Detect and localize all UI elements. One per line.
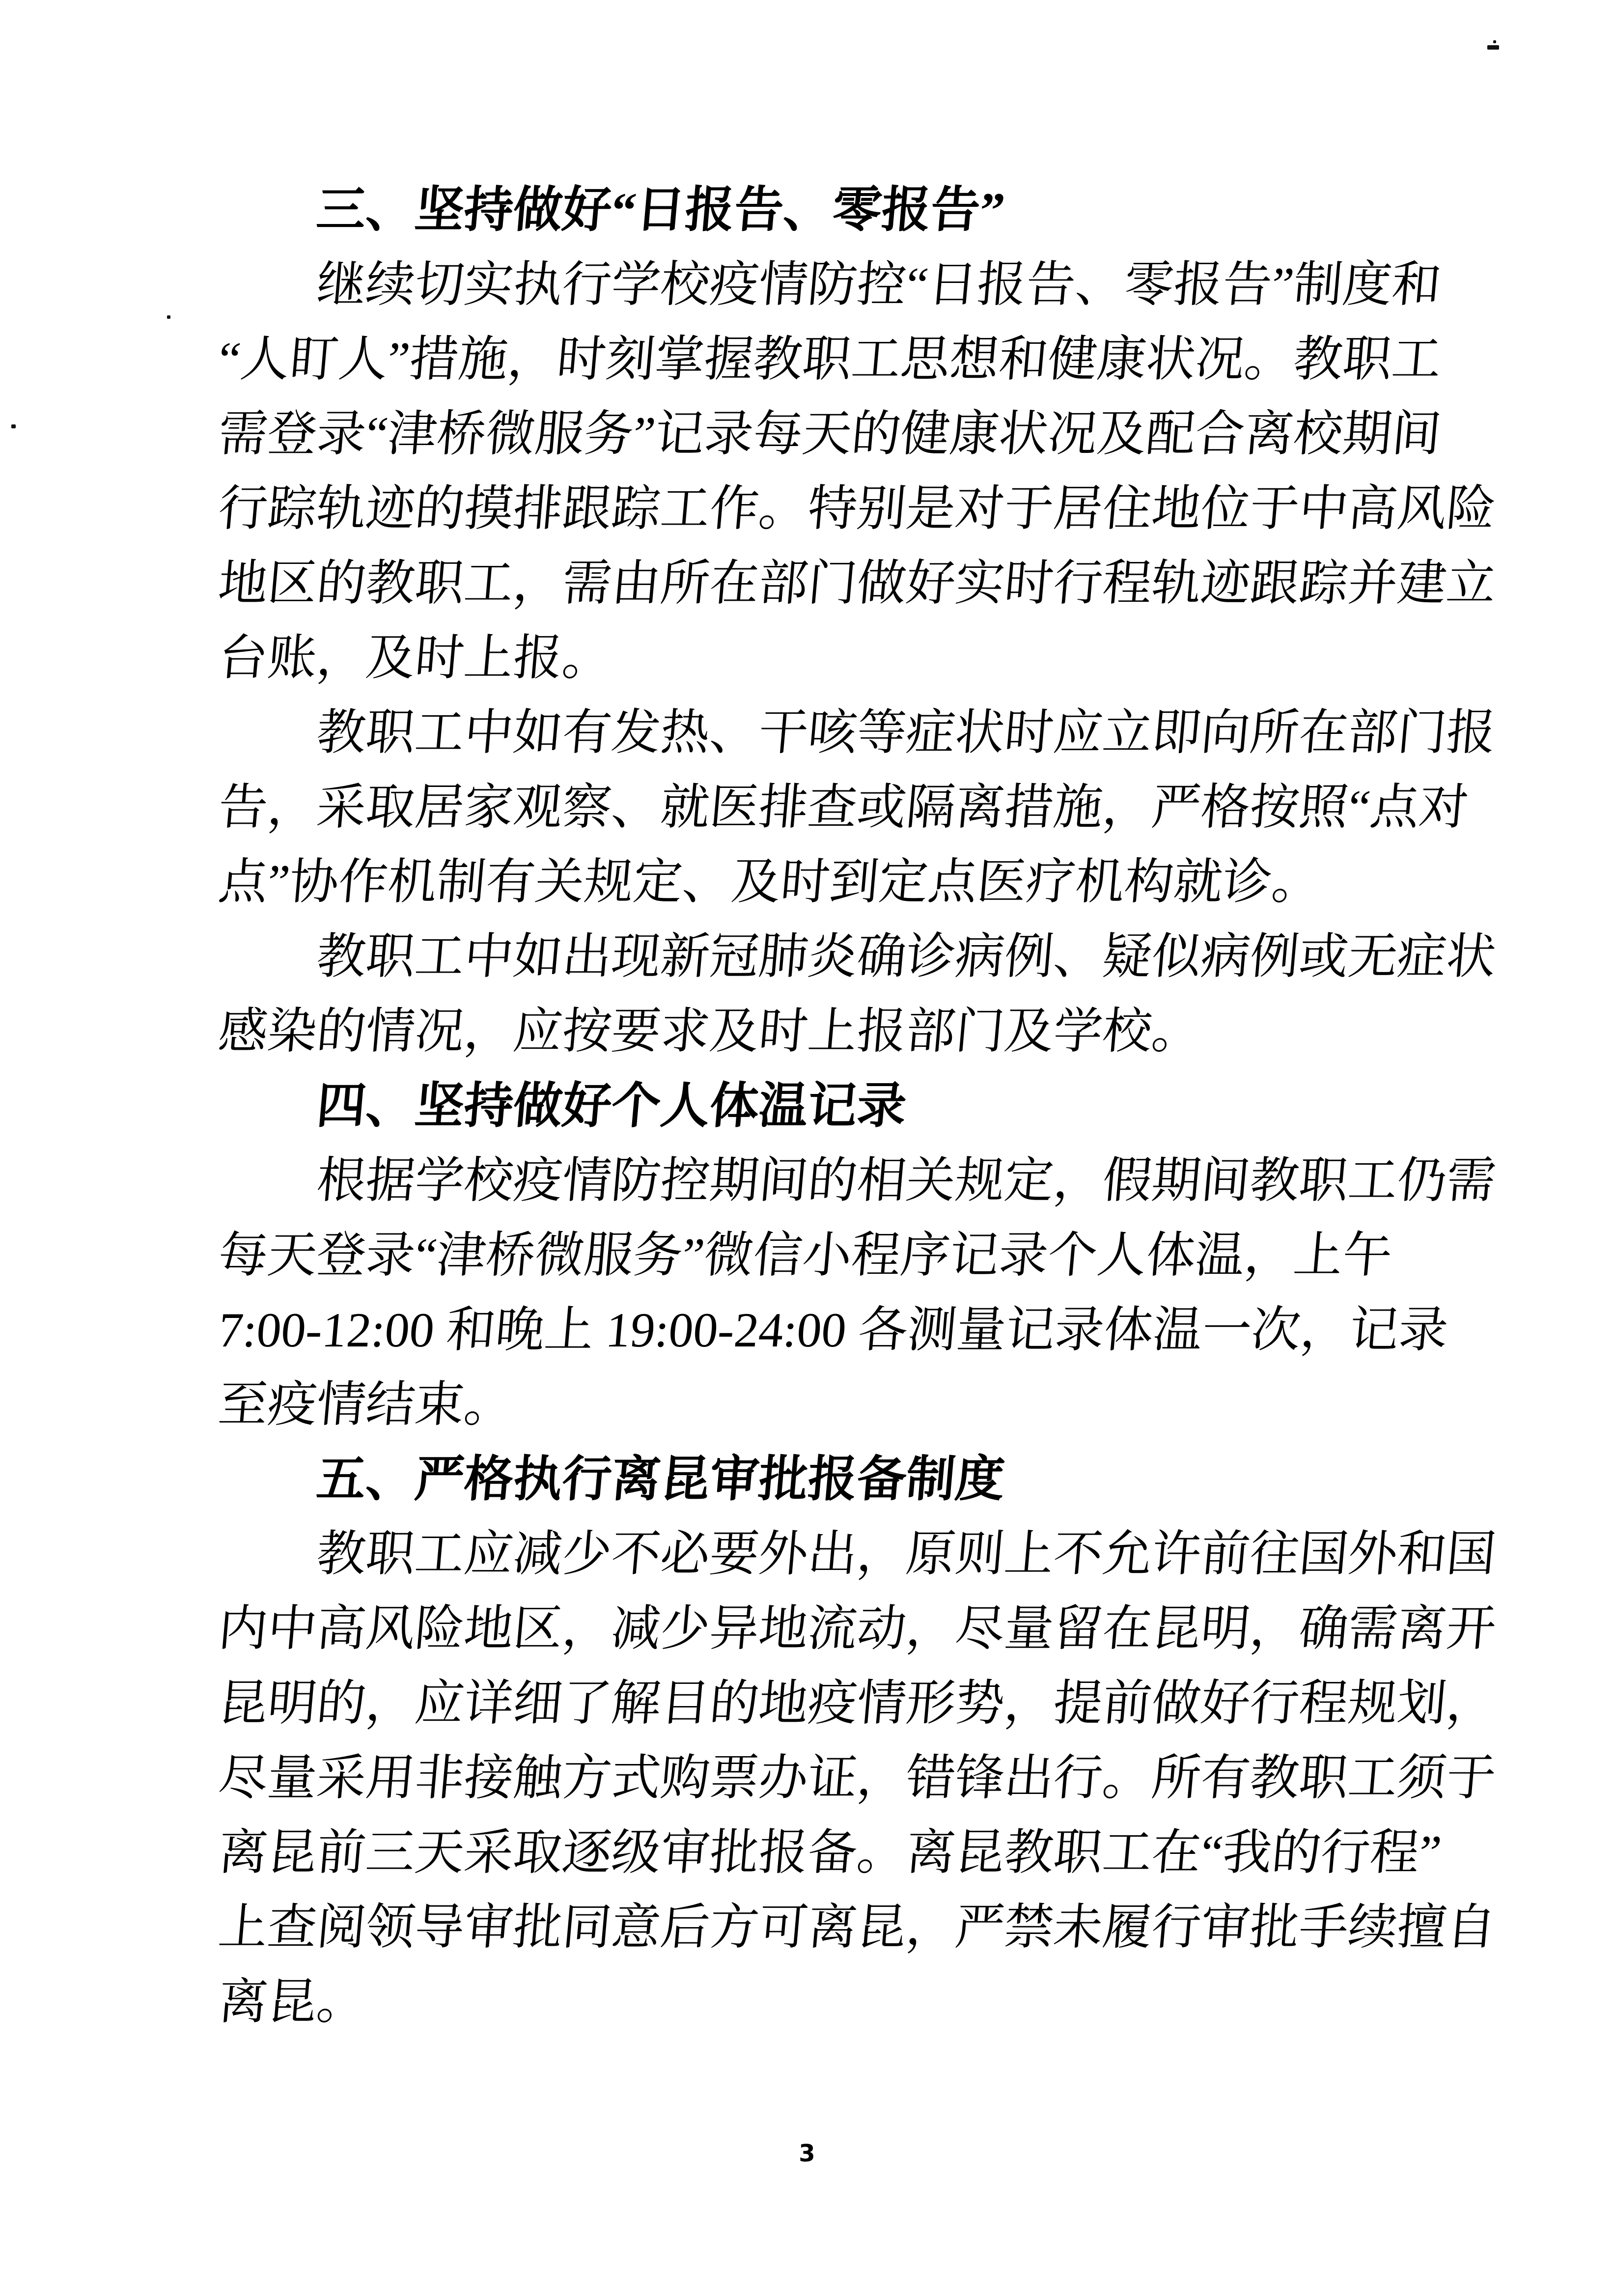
- text-line: 点”协作机制有关规定、及时到定点医疗机构就诊。: [216, 855, 1324, 909]
- document-body: [216, 173, 1498, 2040]
- text-line: 根据学校疫情防控期间的相关规定，假期间教职工仍需: [314, 1153, 1498, 1208]
- text-line: 7:00-12:00 和晚上 19:00-24:00 各测量记录体温一次，记录: [216, 1303, 1450, 1357]
- scan-speck: [167, 315, 170, 319]
- page-number: 3: [799, 2140, 815, 2167]
- text-line: 台账，及时上报。: [216, 631, 614, 685]
- text-line: 上查阅领导审批同意后方可离昆，严禁未履行审批手续擅自: [216, 1900, 1498, 1955]
- text-line: 内中高风险地区，减少异地流动，尽量留在昆明，确需离开: [216, 1601, 1498, 1656]
- scan-speck: [1487, 45, 1499, 50]
- text-line: 教职工中如有发热、干咳等症状时应立即向所在部门报: [314, 705, 1498, 760]
- text-line: “人盯人”措施，时刻掌握教职工思想和健康状况。教职工: [216, 332, 1444, 387]
- scan-speck: [11, 424, 16, 428]
- text-line: 继续切实执行学校疫情防控“日报告、零报告”制度和: [314, 257, 1444, 312]
- text-line: 教职工中如出现新冠肺炎确诊病例、疑似病例或无症状: [314, 929, 1498, 984]
- text-line: 尽量采用非接触方式购票办证，错锋出行。所有教职工须于: [216, 1751, 1498, 1805]
- text-line: 至疫情结束。: [216, 1377, 516, 1432]
- text-line: 离昆前三天采取逐级审批报备。离昆教职工在“我的行程”: [216, 1825, 1444, 1880]
- text-line: 教职工应减少不必要外出，原则上不允许前往国外和国: [314, 1527, 1498, 1581]
- text-line: 告，采取居家观察、就医排查或隔离措施，严格按照“点对: [216, 780, 1471, 835]
- text-line: 每天登录“津桥微服务”微信小程序记录个人体温，上午: [216, 1228, 1394, 1283]
- section-heading-temperature-record: 四、坚持做好个人体温记录: [314, 1079, 909, 1133]
- text-line: 行踪轨迹的摸排跟踪工作。特别是对于居住地位于中高风险: [216, 481, 1498, 536]
- text-line: 感染的情况，应按要求及时上报部门及学校。: [216, 1004, 1203, 1059]
- scan-speck: [1493, 40, 1496, 43]
- section-heading-daily-report: 三、坚持做好“日报告、零报告”: [314, 183, 1007, 237]
- text-line: 离昆。: [216, 1975, 368, 2029]
- text-line: 地区的教职工，需由所在部门做好实时行程轨迹跟踪并建立: [216, 556, 1498, 611]
- text-line: 昆明的，应详细了解目的地疫情形势，提前做好行程规划，: [216, 1676, 1498, 1731]
- section-heading-leave-approval: 五、严格执行离昆审批报备制度: [314, 1452, 1007, 1507]
- text-line: 需登录“津桥微服务”记录每天的健康状况及配合离校期间: [216, 407, 1444, 461]
